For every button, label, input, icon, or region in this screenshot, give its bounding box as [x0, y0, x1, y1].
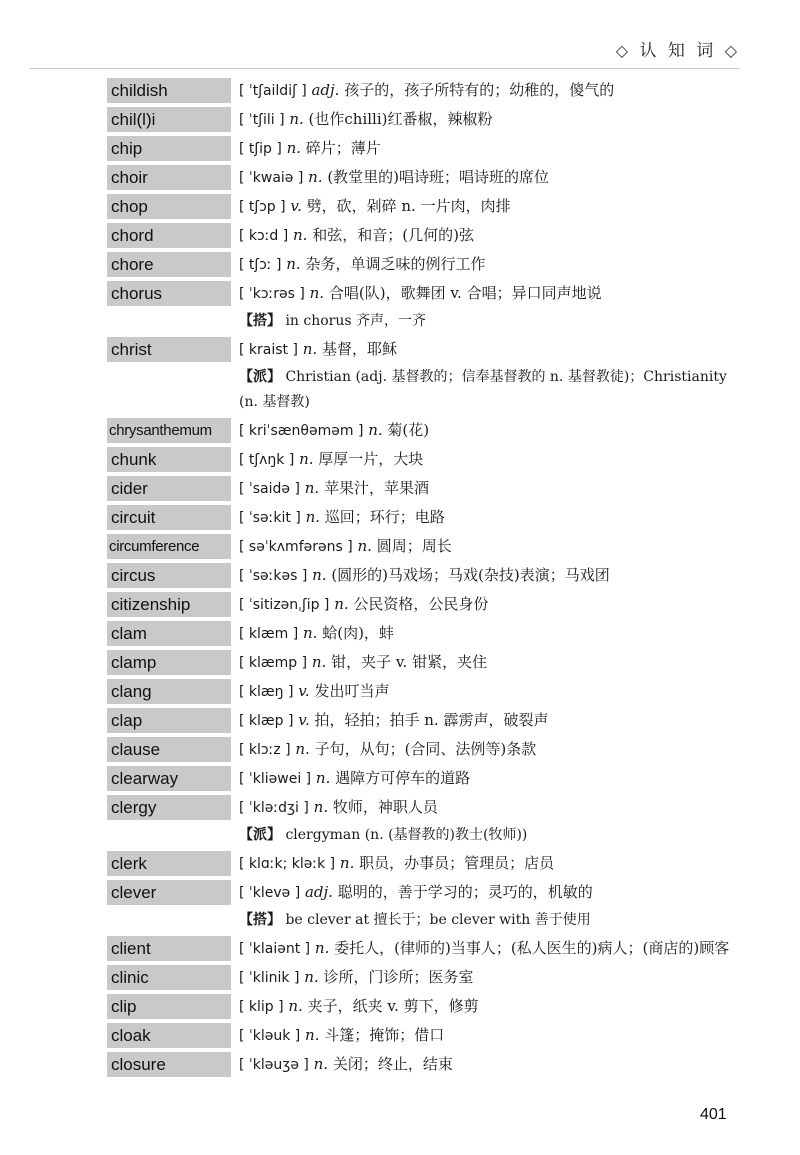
entry-word: clever [107, 880, 231, 905]
entry-row [107, 476, 737, 502]
entry-meaning: 诊所，门诊所；医务室 [323, 968, 474, 986]
entry-word: closure [107, 1052, 231, 1077]
entry-part-of-speech: n. [308, 168, 323, 186]
entry-meaning: (圆形的)马戏场；马戏(杂技)表演；马戏团 [331, 566, 610, 584]
entry-word: clam [107, 621, 231, 646]
entry-word: chunk [107, 447, 231, 472]
entry-row [107, 965, 737, 991]
entry-row [107, 563, 737, 589]
entry-part-of-speech: n. [314, 939, 330, 957]
entry-meaning: 菊(花) [387, 421, 430, 439]
entry-row [107, 136, 737, 162]
page-number: 401 [700, 1106, 727, 1123]
entry-row [107, 78, 737, 104]
entry-definition [231, 936, 737, 962]
entry-phonetic: [ ˈsəːkəs ] [239, 568, 308, 584]
entry-phonetic: [ tʃʌŋk ] [239, 452, 295, 468]
entry-meaning: 公民资格，公民身份 [353, 595, 489, 613]
entry-phonetic: [ tʃɔp ] [239, 199, 286, 215]
entry-part-of-speech: n. [305, 1026, 320, 1044]
entry-meaning: 巡回；环行；电路 [324, 508, 445, 526]
entry-definition [231, 107, 737, 133]
entry-phonetic: [ klip ] [239, 999, 284, 1015]
entry-phonetic: [ ˈsitizənˌʃip ] [239, 597, 330, 613]
entry-phonetic: [ klæp ] [239, 713, 294, 729]
entry-definition [231, 592, 737, 618]
entry-phonetic: [ ˈsəːkit ] [239, 510, 301, 526]
entry-definition [231, 880, 737, 906]
entry-row [107, 337, 737, 363]
entry-word: clearway [107, 766, 231, 791]
entry-word: choir [107, 165, 231, 190]
entry-word: clip [107, 994, 231, 1019]
entry-meaning: 厚厚一片，大块 [318, 450, 424, 468]
entry-word: chip [107, 136, 231, 161]
entry-note [107, 309, 737, 334]
entry-word: chil(l)i [107, 107, 231, 132]
entry-meaning: 碎片；薄片 [305, 139, 381, 157]
entry-word: clamp [107, 650, 231, 675]
entry-phonetic: [ ˈklevə ] [239, 885, 301, 901]
entry-row [107, 165, 737, 191]
entry-definition [231, 563, 737, 589]
entry-phonetic: [ ˈkwaiə ] [239, 170, 304, 186]
entry-word: cloak [107, 1023, 231, 1048]
entry-part-of-speech: n. [293, 226, 308, 244]
entry-definition [231, 252, 737, 278]
entry-phonetic: [ ˈsaidə ] [239, 481, 300, 497]
entry-phonetic: [ klæm ] [239, 626, 299, 642]
entry-phonetic: [ kriˈsænθəməm ] [239, 423, 364, 439]
entry-definition [231, 650, 737, 676]
entry-part-of-speech: n. [368, 421, 383, 439]
entry-row [107, 418, 737, 444]
entry-definition [231, 136, 737, 162]
entry-definition [231, 1052, 737, 1078]
entry-definition [231, 766, 737, 792]
entry-row [107, 795, 737, 821]
entry-part-of-speech: n. [312, 566, 327, 584]
entry-phonetic: [ klɑːk; kləːk ] [239, 856, 336, 872]
entry-definition [231, 851, 737, 877]
entry-part-of-speech: n. [334, 595, 349, 613]
entry-note [107, 823, 737, 848]
entry-part-of-speech: n. [302, 340, 318, 358]
entry-meaning: 发出叮当声 [314, 682, 390, 700]
entry-phonetic: [ ˈklaiənt ] [239, 941, 311, 957]
entry-phonetic: [ ˈkliəwei ] [239, 771, 312, 787]
entry-part-of-speech: n. [295, 740, 310, 758]
entry-part-of-speech: n. [313, 1055, 329, 1073]
entry-meaning: 蛤(肉)，蚌 [322, 624, 394, 642]
entry-meaning: 基督，耶稣 [321, 340, 397, 358]
entry-part-of-speech: n. [286, 255, 301, 273]
entry-definition [231, 447, 737, 473]
entry-word: citizenship [107, 592, 231, 617]
entry-row [107, 737, 737, 763]
entry-row [107, 708, 737, 734]
entry-meaning: 拍，轻拍；拍手 n. 霹雳声，破裂声 [314, 711, 549, 729]
entry-part-of-speech: v. [298, 711, 310, 729]
entry-word: circumference [107, 534, 231, 559]
entry-row [107, 621, 737, 647]
entry-word: chrysanthemum [107, 418, 231, 443]
entry-phonetic: [ ˈtʃili ] [239, 112, 285, 128]
entry-definition [231, 1023, 737, 1049]
entry-row [107, 1023, 737, 1049]
entry-definition [231, 476, 737, 502]
entry-phonetic: [ ˈkləuʒə ] [239, 1057, 309, 1073]
entry-note [107, 365, 737, 415]
entry-part-of-speech: n. [313, 798, 329, 816]
entry-part-of-speech: n. [304, 479, 320, 497]
entry-word: client [107, 936, 231, 961]
entry-meaning: 圆周；周长 [376, 537, 452, 555]
entry-word: clang [107, 679, 231, 704]
entry-phonetic: [ klæŋ ] [239, 684, 294, 700]
entry-definition [231, 737, 737, 763]
page-header [0, 36, 740, 66]
entry-word: cider [107, 476, 231, 501]
entry-phonetic: [ tʃɔː ] [239, 257, 282, 273]
entry-definition [231, 621, 737, 647]
note-text: be clever at 擅长于；be clever with 善于使用 [285, 912, 591, 928]
entry-row [107, 880, 737, 906]
diamond-right-icon: ◇ [724, 41, 740, 60]
entry-meaning: 聪明的，善于学习的；灵巧的，机敏的 [337, 883, 593, 901]
entry-row [107, 851, 737, 877]
entry-row [107, 505, 737, 531]
entry-word: chop [107, 194, 231, 219]
entry-list [107, 78, 737, 1081]
entry-row [107, 252, 737, 278]
entry-definition [231, 534, 737, 560]
entry-definition [231, 194, 737, 220]
entry-phonetic: [ klɔːz ] [239, 742, 291, 758]
entry-word: clerk [107, 851, 231, 876]
entry-definition [231, 795, 737, 821]
entry-meaning: 合唱(队)，歌舞团 v. 合唱；异口同声地说 [328, 284, 602, 302]
entry-word: childish [107, 78, 231, 103]
entry-row [107, 194, 737, 220]
entry-row [107, 679, 737, 705]
entry-meaning: 关闭；终止，结束 [332, 1055, 453, 1073]
note-text: Christian (adj. 基督教的；信奉基督教的 n. 基督教徒)；Christianity (n. 基督教) [239, 369, 727, 410]
entry-part-of-speech: n. [286, 139, 302, 157]
entry-part-of-speech: n. [304, 968, 319, 986]
entry-part-of-speech: v. [298, 682, 310, 700]
entry-phonetic: [ ˈklinik ] [239, 970, 300, 986]
entry-phonetic: [ klæmp ] [239, 655, 308, 671]
entry-meaning: 子句，从句；(合同、法例等)条款 [314, 740, 537, 758]
entry-definition [231, 418, 737, 444]
entry-definition [231, 281, 737, 307]
entry-meaning: (教堂里的)唱诗班；唱诗班的席位 [327, 168, 550, 186]
entry-phonetic: [ kraist ] [239, 342, 298, 358]
entry-part-of-speech: n. [305, 508, 321, 526]
entry-part-of-speech: n. [311, 653, 327, 671]
entry-definition [231, 505, 737, 531]
entry-phonetic: [ səˈkʌmfərəns ] [239, 539, 353, 555]
entry-phonetic: [ ˈtʃaildiʃ ] [239, 83, 307, 99]
diamond-left-icon: ◇ [615, 41, 632, 60]
note-tag: 【派】 [239, 827, 281, 843]
entry-row [107, 447, 737, 473]
entry-meaning: 遇障方可停车的道路 [335, 769, 471, 787]
entry-meaning: 钳，夹子 v. 钳紧，夹住 [331, 653, 488, 671]
entry-phonetic: [ kɔːd ] [239, 228, 289, 244]
entry-phonetic: [ ˈkɔːrəs ] [239, 286, 305, 302]
entry-meaning: 和弦，和音；(几何的)弦 [312, 226, 474, 244]
entry-definition [231, 78, 737, 104]
entry-meaning: 孩子的，孩子所特有的；幼稚的，傻气的 [344, 81, 615, 99]
entry-part-of-speech: adj. [311, 81, 340, 99]
entry-definition [231, 679, 737, 705]
entry-part-of-speech: n. [309, 284, 325, 302]
entry-meaning: (也作chilli)红番椒，辣椒粉 [308, 110, 493, 128]
entry-meaning: 苹果汁，苹果酒 [323, 479, 429, 497]
entry-part-of-speech: n. [315, 769, 331, 787]
entry-part-of-speech: v. [290, 197, 302, 215]
entry-row [107, 936, 737, 962]
entry-phonetic: [ ˈkləuk ] [239, 1028, 301, 1044]
entry-row [107, 592, 737, 618]
entry-word: clause [107, 737, 231, 762]
note-tag: 【搭】 [239, 313, 281, 329]
entry-phonetic: [ ˈkləːdʒi ] [239, 800, 309, 816]
entry-row [107, 994, 737, 1020]
section-title: 认 知 词 [639, 41, 717, 61]
note-tag: 【派】 [239, 369, 281, 385]
entry-word: christ [107, 337, 231, 362]
entry-row [107, 534, 737, 560]
header-divider [30, 68, 740, 69]
entry-word: clap [107, 708, 231, 733]
entry-definition [231, 994, 737, 1020]
entry-row [107, 650, 737, 676]
entry-word: circus [107, 563, 231, 588]
entry-meaning: 牧师，神职人员 [332, 798, 438, 816]
entry-word: chore [107, 252, 231, 277]
entry-definition [231, 165, 737, 191]
entry-row [107, 766, 737, 792]
entry-row [107, 107, 737, 133]
entry-row [107, 281, 737, 307]
entry-definition [231, 708, 737, 734]
entry-meaning: 斗篷；掩饰；借口 [324, 1026, 445, 1044]
entry-definition [231, 223, 737, 249]
entry-meaning: 委托人，(律师的)当事人；(私人医生的)病人；(商店的)顾客 [334, 939, 730, 957]
entry-phonetic: [ tʃip ] [239, 141, 282, 157]
entry-part-of-speech: n. [339, 854, 355, 872]
entry-meaning: 劈，砍，剁碎 n. 一片肉，肉排 [306, 197, 511, 215]
entry-definition [231, 337, 737, 363]
entry-word: chord [107, 223, 231, 248]
entry-meaning: 职员，办事员；管理员；店员 [359, 854, 555, 872]
note-tag: 【搭】 [239, 912, 281, 928]
entry-part-of-speech: n. [299, 450, 314, 468]
entry-row [107, 223, 737, 249]
entry-note [107, 908, 737, 933]
entry-part-of-speech: n. [357, 537, 372, 555]
entry-meaning: 杂务，单调乏味的例行工作 [305, 255, 486, 273]
entry-word: clergy [107, 795, 231, 820]
entry-word: chorus [107, 281, 231, 306]
note-text: in chorus 齐声，一齐 [285, 313, 427, 329]
entry-part-of-speech: n. [288, 997, 303, 1015]
entry-part-of-speech: n. [303, 624, 318, 642]
entry-part-of-speech: n. [289, 110, 304, 128]
entry-word: clinic [107, 965, 231, 990]
entry-definition [231, 965, 737, 991]
entry-meaning: 夹子，纸夹 v. 剪下，修剪 [307, 997, 479, 1015]
entry-row [107, 1052, 737, 1078]
entry-part-of-speech: adj. [304, 883, 333, 901]
note-text: clergyman (n. (基督教的)教士(牧师)) [285, 827, 528, 843]
entry-word: circuit [107, 505, 231, 530]
